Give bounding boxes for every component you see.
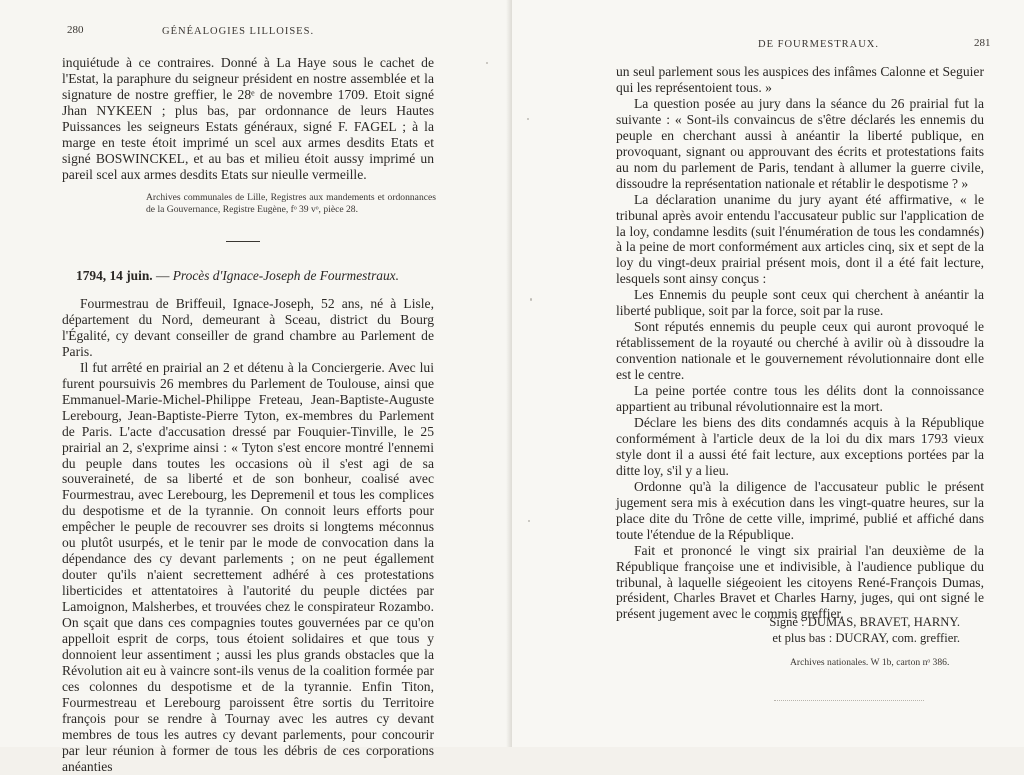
right-source-note: Archives nationales. W 1b, carton nᵒ 386. (790, 657, 950, 668)
left-page-number: 280 (67, 24, 84, 36)
left-body-text (62, 296, 434, 775)
left-source-note: Archives communales de Lille, Registres aux mandements et ordonnances de la Gouvernance, Registre Eugène, fᵒ 39 vᵒ, pièce 28. (146, 192, 436, 215)
left-paragraph: Fourmestrau de Briffeuil, Ignace-Joseph, 52 ans, né à Lisle, département du Nord, demeurant à Sceau, district du Bourg l'Égalité, cy devant conseiller de grand chambre au Parlement de Paris. (62, 296, 434, 359)
scan-speck (530, 298, 532, 301)
right-paragraph: Ordonne qu'à la diligence de l'accusateur public le présent jugement sera mis à exécution dans les vingt-quatre heures, sur la place dite du Trône de cette ville, imprimé, publié et affiché dans toute l'étendue de la République. (616, 478, 984, 542)
right-page (512, 0, 1024, 747)
entry-date: 1794, 14 juin. (76, 268, 153, 283)
page-edge-mark (774, 700, 924, 701)
right-paragraph: La peine portée contre tous les délits dont la connoissance appartient au tribunal révolutionnaire est la mort. (616, 383, 984, 415)
right-body-text (616, 64, 984, 622)
signature-line: Signé : DUMAS, BRAVET, HARNY. (769, 615, 960, 629)
entry-title: Procès d'Ignace-Joseph de Fourmestraux. (172, 268, 399, 283)
left-page (0, 0, 512, 774)
signature-block (712, 614, 960, 646)
signature-line-greffier: et plus bas : DUCRAY, com. greffier. (772, 631, 960, 645)
right-paragraph: un seul parlement sous les auspices des infâmes Calonne et Seguier qui les représentoient tous. » (616, 64, 984, 95)
right-paragraph: La question posée au jury dans la séance du 26 prairial fut la suivante : « Sont-ils convaincus de s'être déclarés les ennemis du peuple en cherchant aussi à anéantir la liberté publique, en provoquant, signant ou approuvant des écrits et protestations faits au nom du parlement de Paris, tendant à allumer la guerre civile, dissoudre la représentation nationale et rétablir le despotisme ? » (616, 95, 984, 191)
right-paragraph: Déclare les biens des dits condamnés acquis à la République conformément à l'article deux de la loi du dix mars 1793 vieux style dont il a aussi été fait lecture, aux exceptions portées par la ditte loy, s'il y a lieu. (616, 414, 984, 478)
right-paragraph: La déclaration unanime du jury ayant été affirmative, « le tribunal après avoir entendu l'accusateur public sur l'application de la loy, condamne lesdits (suit l'énumération de tous les condamnés) à la peine de mort conformément aux articles cinq, six et sept de la loy du vingt-deux prairial présent mois, dont il a été fait lecture, lesquels sont ainsy conçus : (616, 191, 984, 287)
scan-speck (527, 118, 529, 120)
scan-speck (486, 62, 488, 64)
right-running-head: DE FOURMESTRAUX. (758, 39, 880, 50)
right-paragraph: Fait et prononcé le vingt six prairial l'an deuxième de la République françoise une et indivisible, à l'audience publique du tribunal, à laquelle siégeoient les citoyens René-François Dumas, président, Charles Bravet et Charles Harny, juges, qui ont signé le présent jugement avec le commis greffier. (616, 542, 984, 622)
scan-speck (528, 520, 530, 522)
left-top-paragraph: inquiétude à ce contraires. Donné à La Haye sous le cachet de l'Estat, la paraphure du seigneur président en nostre assemblée et la signature de nostre greffier, le 28ᵉ de novembre 1709. Etoit signé Jhan NYKEEN ; plus bas, par ordonnance de leurs Hautes Puissances les seigneurs Estats généraux, signé F. FAGEL ; à la marge en teste étoit imprimé un scel aux armes desdits Etats et signé BOSWINCKEL, et au bas et milieu étoit aussy imprimé un pareil scel aux armes desdits Etats sur nieulle vermeille. (62, 55, 434, 182)
left-running-head: GÉNÉALOGIES LILLOISES. (162, 26, 315, 37)
right-paragraph: Sont réputés ennemis du peuple ceux qui auront provoqué le rétablissement de la royauté ou cherché à avilir où à dissoudre la convention nationale et le gouvernement révolutionnaire dont elle est le centre. (616, 319, 984, 383)
right-paragraph: Les Ennemis du peuple sont ceux qui cherchent à anéantir la liberté publique, soit par la force, soit par la ruse. (616, 287, 984, 319)
section-divider (226, 241, 260, 242)
entry-heading: 1794, 14 juin. — Procès d'Ignace-Joseph de Fourmestraux. (76, 268, 399, 283)
right-page-number: 281 (974, 37, 991, 49)
left-top-paragraph-block (62, 55, 434, 183)
left-paragraph: Il fut arrêté en prairial an 2 et détenu à la Conciergerie. Avec lui furent poursuivis 26 membres du Parlement de Toulouse, ainsi que Emmanuel-Marie-Michel-Philippe Freteau, Jean-Baptiste-Auguste Lerebourg, Jean-Baptiste-Pierre Tyton, ex-membres du Parlement de Paris. L'acte d'accusation dressé par Fouquier-Tinville, le 25 prairial an 2, s'exprime ainsi : « Tyton s'est encore montré l'ennemi du peuple dans toutes les occasions où il s'est agi de sa souveraineté, de sa liberté et de son bonheur, coalisé avec Fourmestrau, avec Lerebourg, les Depremenil et tous les complices du despotisme et de la tyrannie. On connoit leurs efforts pour empêcher le peuple de recouvrer ses droits si longtems méconnus ou plutôt usurpés, et le tenir par le mode de convocation dans la dépendance des cy devant parlements ; on ne peut égallement douter qu'ils n'aient secrettement adhéré à ces protestations liberticides et attentatoires à l'autorité du peuple dictées par Lamoignon, Malsherbes, et trouvées chez le conspirateur Rozambo. On sçait que dans ces compagnies toutes gouvernées par ce qu'on appelloit esprit de corps, tous étoient solidaires et que tous y donnoient leur assentiment ; aussi les plus grands obstacles que la Révolution ait eu à vaincre sont-ils venus de la coalition formée par ces colonnes du despotisme et de la tyrannie. Enfin Titon, Fourmestreau et Lerebourg paroissent être sortis du Territoire françois pour se rendre à Tournay avec les autres cy devant membres de tous les autres cy devant parlements, pour concourir par leur réunion à former de tous les débris de ces corporations anéanties (62, 359, 434, 774)
